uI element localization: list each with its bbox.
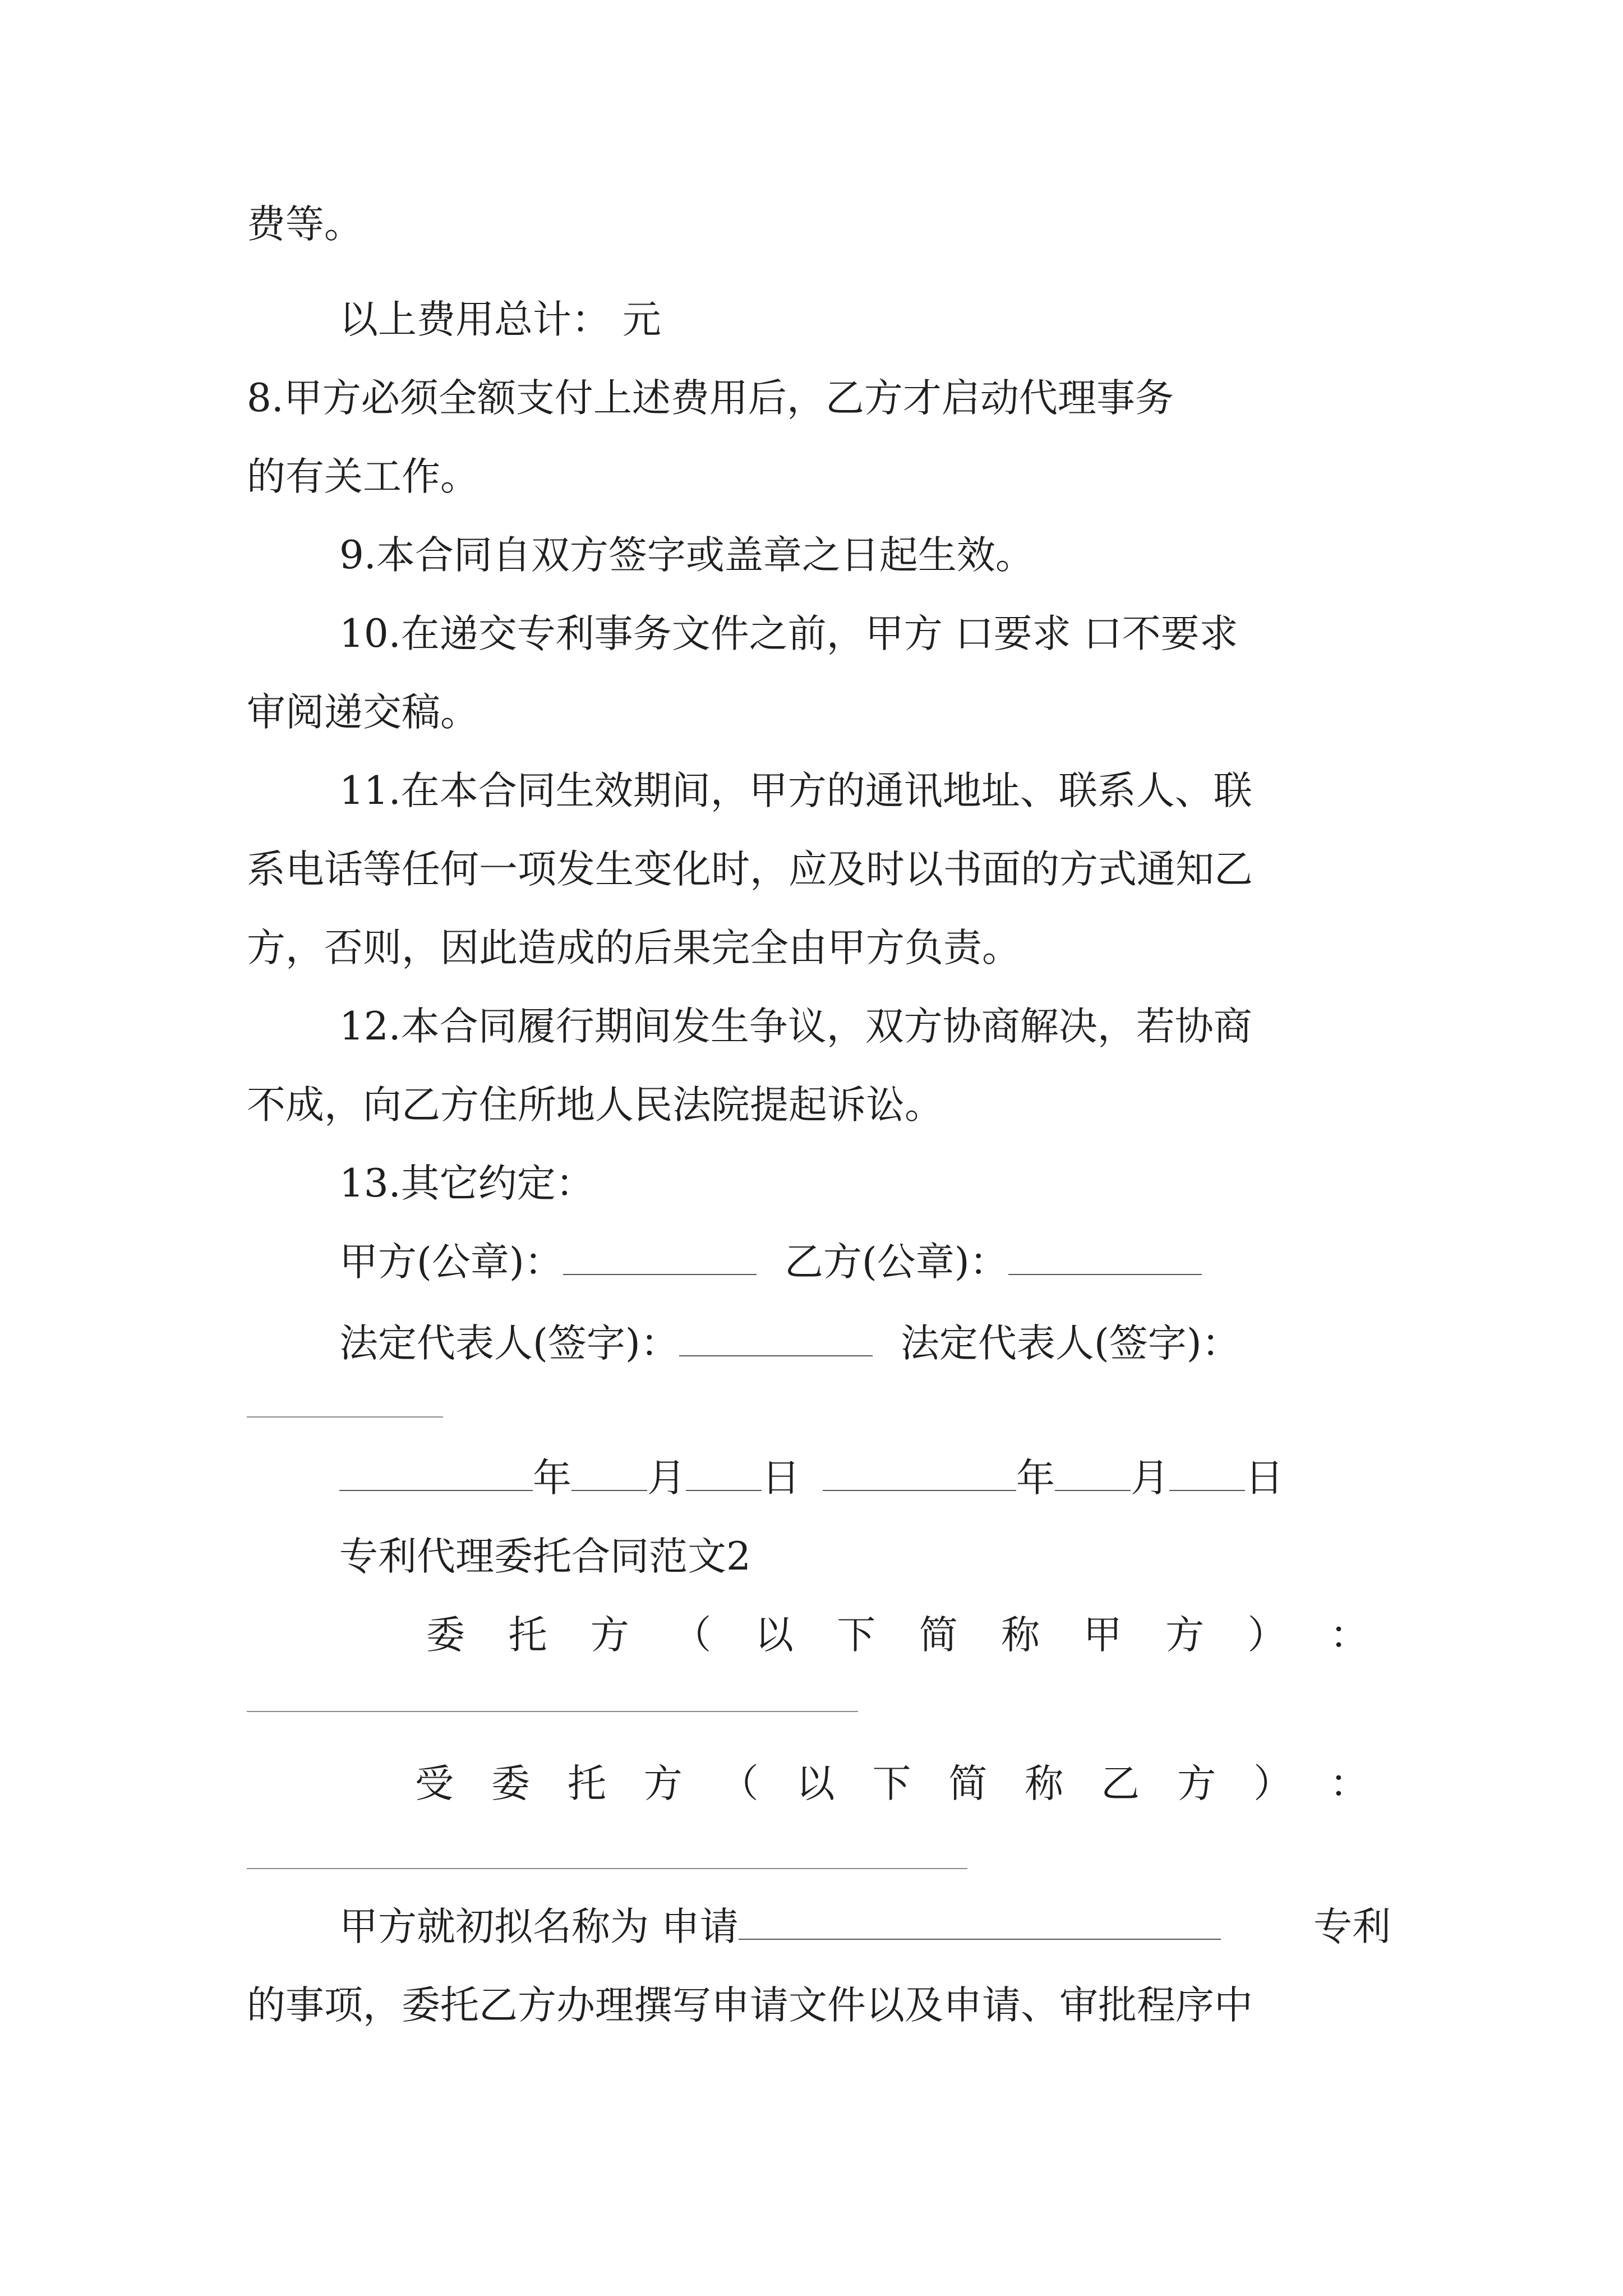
legal-rep-blank-a[interactable] bbox=[679, 1320, 873, 1356]
entrusted-party-char: 乙 bbox=[1101, 1761, 1140, 1806]
entrusting-party-char: 托 bbox=[508, 1613, 547, 1658]
entrusted-party-char: 称 bbox=[1025, 1761, 1064, 1806]
seal-line bbox=[339, 1234, 1391, 1290]
paragraph-line: 费等。 bbox=[247, 202, 363, 247]
party-a-seal-label: 甲方(公章)： bbox=[339, 1240, 563, 1285]
month-label-a: 月 bbox=[647, 1456, 686, 1501]
entrusting-party-char: 甲 bbox=[1083, 1613, 1122, 1658]
clause-8-line-1: 8.甲方必须全额支付上述费用后，乙方才启动代理事务 bbox=[247, 376, 1174, 421]
entrusted-party-char: 方 bbox=[1177, 1761, 1216, 1806]
entrusted-party-char: （ bbox=[720, 1761, 759, 1806]
entrusting-party-char: 以 bbox=[754, 1613, 794, 1658]
patent-name-blank[interactable] bbox=[739, 1904, 1221, 1940]
entrusting-party-char: （ bbox=[672, 1613, 712, 1658]
entrusted-party-char: 受 bbox=[415, 1761, 454, 1806]
legal-rep-label-b: 法定代表人(签字)： bbox=[900, 1321, 1241, 1366]
entrusted-party-label bbox=[415, 1756, 1368, 1812]
year-label-b: 年 bbox=[1016, 1456, 1055, 1501]
day-blank-a[interactable] bbox=[686, 1455, 762, 1491]
entrusted-party-blank[interactable] bbox=[247, 1868, 967, 1869]
clause-9: 9.本合同自双方签字或盖章之日起生效。 bbox=[339, 533, 1034, 578]
day-blank-b[interactable] bbox=[1169, 1455, 1245, 1491]
clause-13: 13.其它约定： bbox=[339, 1161, 594, 1206]
clause-8-line-2: 的有关工作。 bbox=[247, 454, 479, 499]
year-label-a: 年 bbox=[533, 1456, 571, 1501]
entrusting-party-char: 方 bbox=[1165, 1613, 1205, 1658]
entrusting-party-char: ） bbox=[1247, 1613, 1287, 1658]
entrusting-party-char: 方 bbox=[590, 1613, 629, 1658]
year-blank-b[interactable] bbox=[823, 1455, 1016, 1491]
legal-rep-line bbox=[339, 1315, 1391, 1372]
entrusted-party-char: 简 bbox=[948, 1761, 988, 1806]
entrusted-party-char: ） bbox=[1253, 1761, 1292, 1806]
entrusted-party-char: ： bbox=[1329, 1761, 1368, 1806]
year-blank-a[interactable] bbox=[339, 1455, 533, 1491]
entrusted-party-char: 方 bbox=[643, 1761, 683, 1806]
entrusting-party-label bbox=[426, 1607, 1368, 1663]
month-blank-b[interactable] bbox=[1055, 1455, 1131, 1491]
legal-rep-label-a: 法定代表人(签字)： bbox=[339, 1321, 679, 1366]
entrusted-party-char: 下 bbox=[872, 1761, 911, 1806]
month-label-b: 月 bbox=[1131, 1456, 1169, 1501]
entrust-para-lead: 甲方就初拟名称为 申请 bbox=[339, 1904, 739, 1949]
entrusting-party-blank[interactable] bbox=[247, 1711, 858, 1712]
entrust-para-line-1 bbox=[339, 1899, 1391, 1955]
entrusted-party-char: 委 bbox=[491, 1761, 530, 1806]
clause-11-line-2: 系电话等任何一项发生变化时，应及时以书面的方式通知乙 bbox=[247, 847, 1253, 892]
clause-10-line-2: 审阅递交稿。 bbox=[247, 690, 479, 735]
entrusting-party-char: 称 bbox=[1001, 1613, 1040, 1658]
legal-rep-blank-b[interactable] bbox=[247, 1416, 443, 1418]
clause-10-line-1: 10.在递交专利事务文件之前，甲方 口要求 口不要求 bbox=[339, 611, 1238, 656]
entrusting-party-char: 下 bbox=[837, 1613, 876, 1658]
entrusting-party-char: 委 bbox=[426, 1613, 465, 1658]
entrusting-party-char: 简 bbox=[919, 1613, 958, 1658]
party-b-seal-label: 乙方(公章)： bbox=[784, 1240, 1008, 1285]
clause-11-line-3: 方，否则，因此造成的后果完全由甲方负责。 bbox=[247, 926, 1021, 970]
party-a-seal-blank[interactable] bbox=[563, 1239, 757, 1275]
date-line bbox=[339, 1450, 1391, 1506]
entrusted-party-char: 托 bbox=[567, 1761, 606, 1806]
entrust-para-line-2: 的事项，委托乙方办理撰写申请文件以及申请、审批程序中 bbox=[247, 1983, 1253, 2028]
entrust-para-tail: 专利 bbox=[1313, 1904, 1391, 1949]
day-label-a: 日 bbox=[762, 1456, 800, 1501]
section-heading: 专利代理委托合同范文2 bbox=[339, 1534, 751, 1579]
clause-11-line-1: 11.在本合同生效期间，甲方的通讯地址、联系人、联 bbox=[339, 769, 1252, 813]
month-blank-a[interactable] bbox=[571, 1455, 647, 1491]
total-fee-line: 以上费用总计： 元 bbox=[339, 297, 661, 342]
clause-12-line-2: 不成，向乙方住所地人民法院提起诉讼。 bbox=[247, 1083, 943, 1128]
party-b-seal-blank[interactable] bbox=[1008, 1239, 1202, 1275]
clause-12-line-1: 12.本合同履行期间发生争议，双方协商解决，若协商 bbox=[339, 1004, 1252, 1049]
entrusting-party-char: ： bbox=[1329, 1613, 1368, 1658]
day-label-b: 日 bbox=[1245, 1456, 1284, 1501]
entrusted-party-char: 以 bbox=[796, 1761, 835, 1806]
